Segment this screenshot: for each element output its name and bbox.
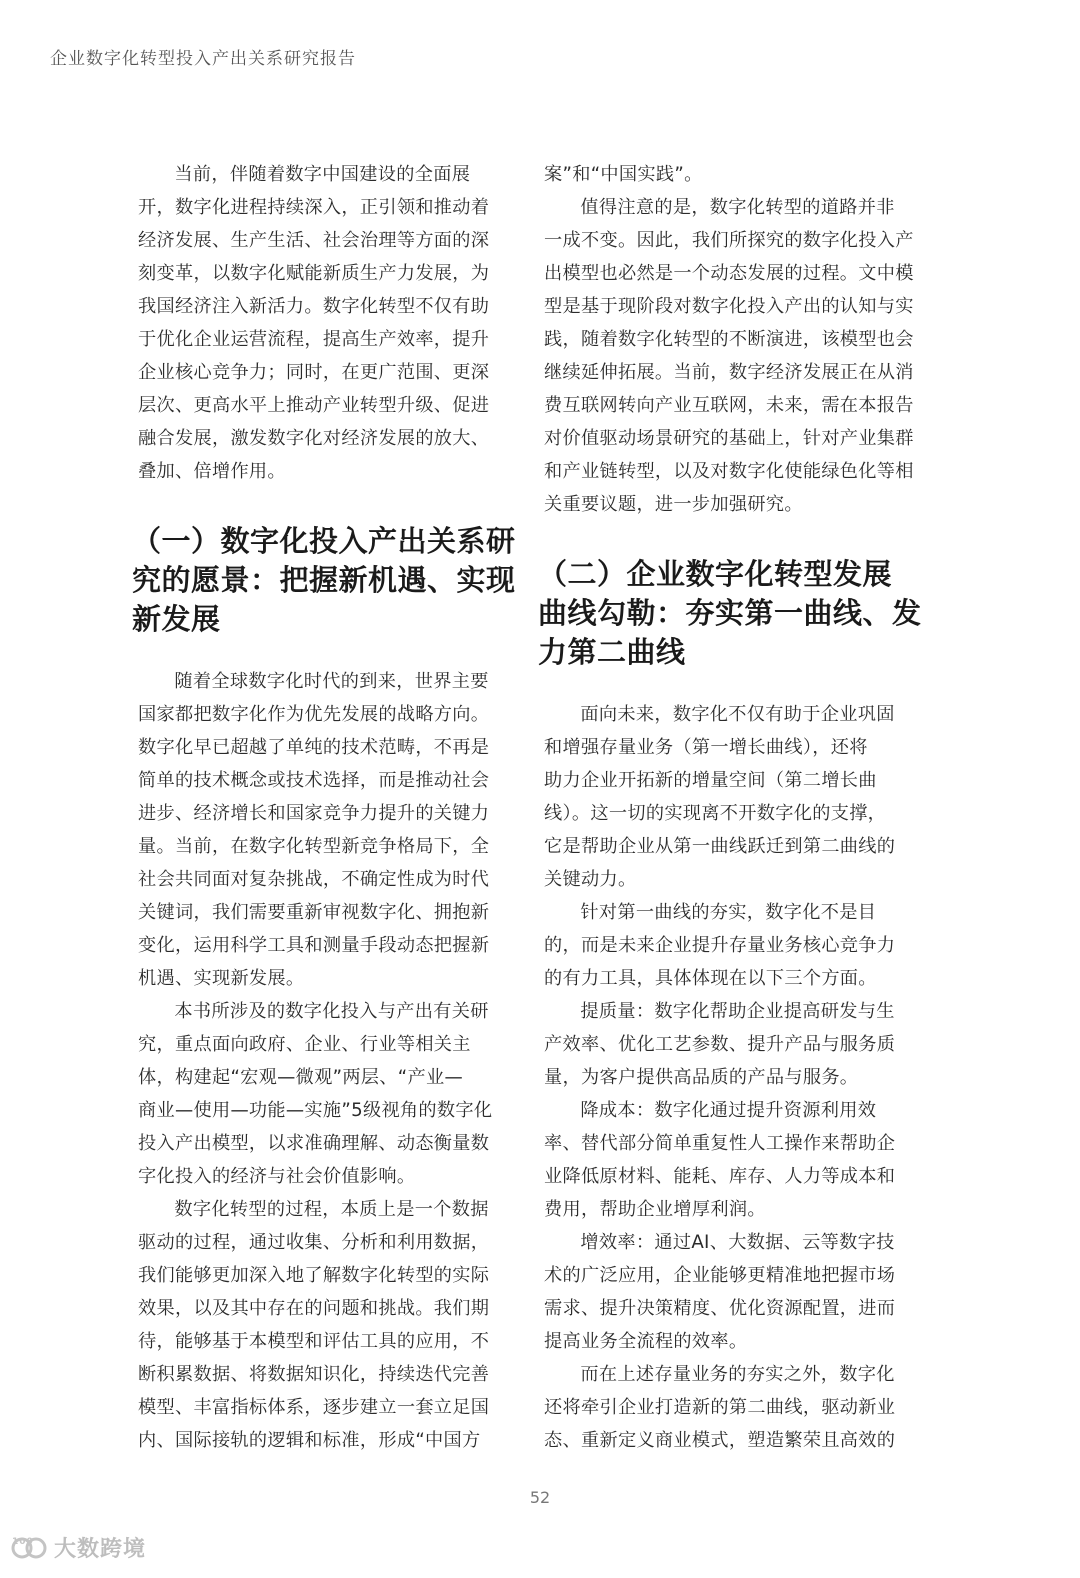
text-line: 我国经济注入新活力。数字化转型不仅有助: [138, 296, 490, 317]
text-line: 叠加、倍增作用。: [138, 461, 286, 482]
text-line: 线）。这一切的实现离不开数字化的支撑，: [544, 803, 887, 824]
section-heading-1: [132, 522, 516, 639]
text-line: 提高业务全流程的效率。: [544, 1331, 748, 1352]
continued-paragraph: [544, 158, 910, 191]
heading-line: 新发展: [132, 602, 221, 636]
text-line: 面向未来，数字化不仅有助于企业巩固: [580, 704, 895, 725]
text-line: 的，而是未来企业提升存量业务核心竞争力: [544, 935, 896, 956]
text-line: 投入产出模型，以求准确理解、动态衡量数: [138, 1133, 490, 1154]
heading-line: 曲线勾勒：夯实第一曲线、发: [538, 596, 922, 630]
text-line: 和产业链转型，以及对数字化使能绿色化等相: [544, 461, 914, 482]
text-line: 数字化转型的过程，本质上是一个数据: [174, 1199, 489, 1220]
text-line: 随着全球数字化时代的到来，世界主要: [174, 671, 489, 692]
text-line: 践，随着数字化转型的不断演进，该模型也会: [544, 329, 914, 350]
text-line: 开，数字化进程持续深入，正引领和推动着: [138, 197, 490, 218]
text-line: 待，能够基于本模型和评估工具的应用，不: [138, 1331, 490, 1352]
text-line: 融合发展，激发数字化对经济发展的放大、: [138, 428, 490, 449]
paragraph: [544, 1094, 910, 1226]
text-line: 简单的技术概念或技术选择，而是推动社会: [138, 770, 490, 791]
text-line: 继续延伸拓展。当前，数字经济发展正在从消: [544, 362, 914, 383]
text-line: 降成本：数字化通过提升资源利用效: [580, 1100, 877, 1121]
heading-line: 究的愿景：把握新机遇、实现: [132, 563, 516, 597]
heading-line: （二）企业数字化转型发展: [538, 557, 893, 591]
text-line: 量，为客户提供高品质的产品与服务。: [544, 1067, 859, 1088]
text-line: 率、替代部分简单重复性人工操作来帮助企: [544, 1133, 896, 1154]
watermark: [10, 1532, 146, 1563]
text-line: 增效率：通过AI、大数据、云等数字技: [580, 1232, 895, 1253]
section-heading-2: [538, 555, 922, 672]
paragraph: [544, 1226, 910, 1358]
text-line: 机遇、实现新发展。: [138, 968, 305, 989]
text-line: 对价值驱动场景研究的基础上，针对产业集群: [544, 428, 914, 449]
text-line: 它是帮助企业从第一曲线跃迁到第二曲线的: [544, 836, 896, 857]
text-line: 值得注意的是，数字化转型的道路并非: [580, 197, 895, 218]
text-line: 关键词，我们需要重新审视数字化、拥抱新: [138, 902, 490, 923]
text-line: 而在上述存量业务的夯实之外，数字化: [580, 1364, 895, 1385]
watermark-logo-icon: [10, 1533, 48, 1563]
text-line: 断积累数据、将数据知识化，持续迭代完善: [138, 1364, 490, 1385]
paragraph: [544, 995, 910, 1094]
text-line: 需求、提升决策精度、优化资源配置，进而: [544, 1298, 896, 1319]
text-line: 费互联网转向产业互联网，未来，需在本报告: [544, 395, 914, 416]
paragraph: [544, 1358, 910, 1457]
text-line: 字化投入的经济与社会价值影响。: [138, 1166, 416, 1187]
text-line: 和增强存量业务（第一增长曲线），还将: [544, 737, 868, 758]
text-line: 我们能够更加深入地了解数字化转型的实际: [138, 1265, 490, 1286]
text-line: 本书所涉及的数字化投入与产出有关研: [174, 1001, 489, 1022]
page-number: 52: [529, 1488, 551, 1507]
paragraph: [544, 191, 914, 521]
text-line: 数字化早已超越了单纯的技术范畴，不再是: [138, 737, 490, 758]
text-line: 体，构建起“宏观—微观”两层、“产业—: [138, 1067, 463, 1088]
heading-line: （一）数字化投入产出关系研: [132, 524, 516, 558]
text-line: 还将牵引企业打造新的第二曲线，驱动新业: [544, 1397, 896, 1418]
text-line: 商业—使用—功能—实施”5级视角的数字化: [138, 1100, 493, 1121]
paragraph: [138, 665, 504, 995]
text-line: 当前，伴随着数字中国建设的全面展: [174, 164, 471, 185]
text-line: 于优化企业运营流程，提高生产效率，提升: [138, 329, 490, 350]
text-line: 社会共同面对复杂挑战，不确定性成为时代: [138, 869, 490, 890]
text-line: 业降低原材料、能耗、库存、人力等成本和: [544, 1166, 896, 1187]
text-line: 效果，以及其中存在的问题和挑战。我们期: [138, 1298, 490, 1319]
text-line: 的有力工具，具体体现在以下三个方面。: [544, 968, 877, 989]
watermark-logo-text: 100: [12, 1536, 34, 1547]
text-line: 提质量：数字化帮助企业提高研发与生: [580, 1001, 895, 1022]
text-line: 产效率、优化工艺参数、提升产品与服务质: [544, 1034, 896, 1055]
text-line: 关键动力。: [544, 869, 637, 890]
text-line: 企业核心竞争力；同时，在更广范围、更深: [138, 362, 490, 383]
text-line: 术的广泛应用，企业能够更精准地把握市场: [544, 1265, 896, 1286]
watermark-text: 大数跨境: [54, 1537, 147, 1562]
text-line: 究，重点面向政府、企业、行业等相关主: [138, 1034, 471, 1055]
intro-paragraph: [138, 158, 504, 488]
text-line: 助力企业开拓新的增量空间（第二增长曲: [544, 770, 877, 791]
heading-line: 力第二曲线: [538, 635, 686, 669]
text-line: 案”和“中国实践”。: [544, 164, 703, 185]
text-line: 型是基于现阶段对数字化投入产出的认知与实: [544, 296, 914, 317]
text-line: 出模型也必然是一个动态发展的过程。文中模: [544, 263, 914, 284]
right-column: [538, 158, 922, 1457]
running-header: 企业数字化转型投入产出关系研究报告: [50, 49, 356, 69]
text-line: 国家都把数字化作为优先发展的战略方向。: [138, 704, 490, 725]
paragraph: [138, 1193, 504, 1457]
text-line: 量。当前，在数字化转型新竞争格局下，全: [138, 836, 490, 857]
text-line: 驱动的过程，通过收集、分析和利用数据，: [138, 1232, 490, 1253]
text-line: 经济发展、生产生活、社会治理等方面的深: [138, 230, 490, 251]
text-line: 模型、丰富指标体系，逐步建立一套立足国: [138, 1397, 490, 1418]
left-column: [132, 158, 516, 1457]
text-line: 进步、经济增长和国家竞争力提升的关键力: [138, 803, 490, 824]
paragraph: [544, 896, 910, 995]
text-line: 层次、更高水平上推动产业转型升级、促进: [138, 395, 490, 416]
text-line: 刻变革，以数字化赋能新质生产力发展，为: [138, 263, 490, 284]
text-line: 一成不变。因此，我们所探究的数字化投入产: [544, 230, 914, 251]
paragraph: [544, 698, 910, 896]
text-line: 费用，帮助企业增厚利润。: [544, 1199, 766, 1220]
text-line: 关重要议题，进一步加强研究。: [544, 494, 803, 515]
text-line: 态、重新定义商业模式，塑造繁荣且高效的: [544, 1430, 896, 1451]
text-line: 内、国际接轨的逻辑和标准，形成“中国方: [138, 1430, 481, 1451]
text-line: 变化，运用科学工具和测量手段动态把握新: [138, 935, 490, 956]
paragraph: [138, 995, 504, 1193]
text-line: 针对第一曲线的夯实，数字化不是目: [580, 902, 877, 923]
